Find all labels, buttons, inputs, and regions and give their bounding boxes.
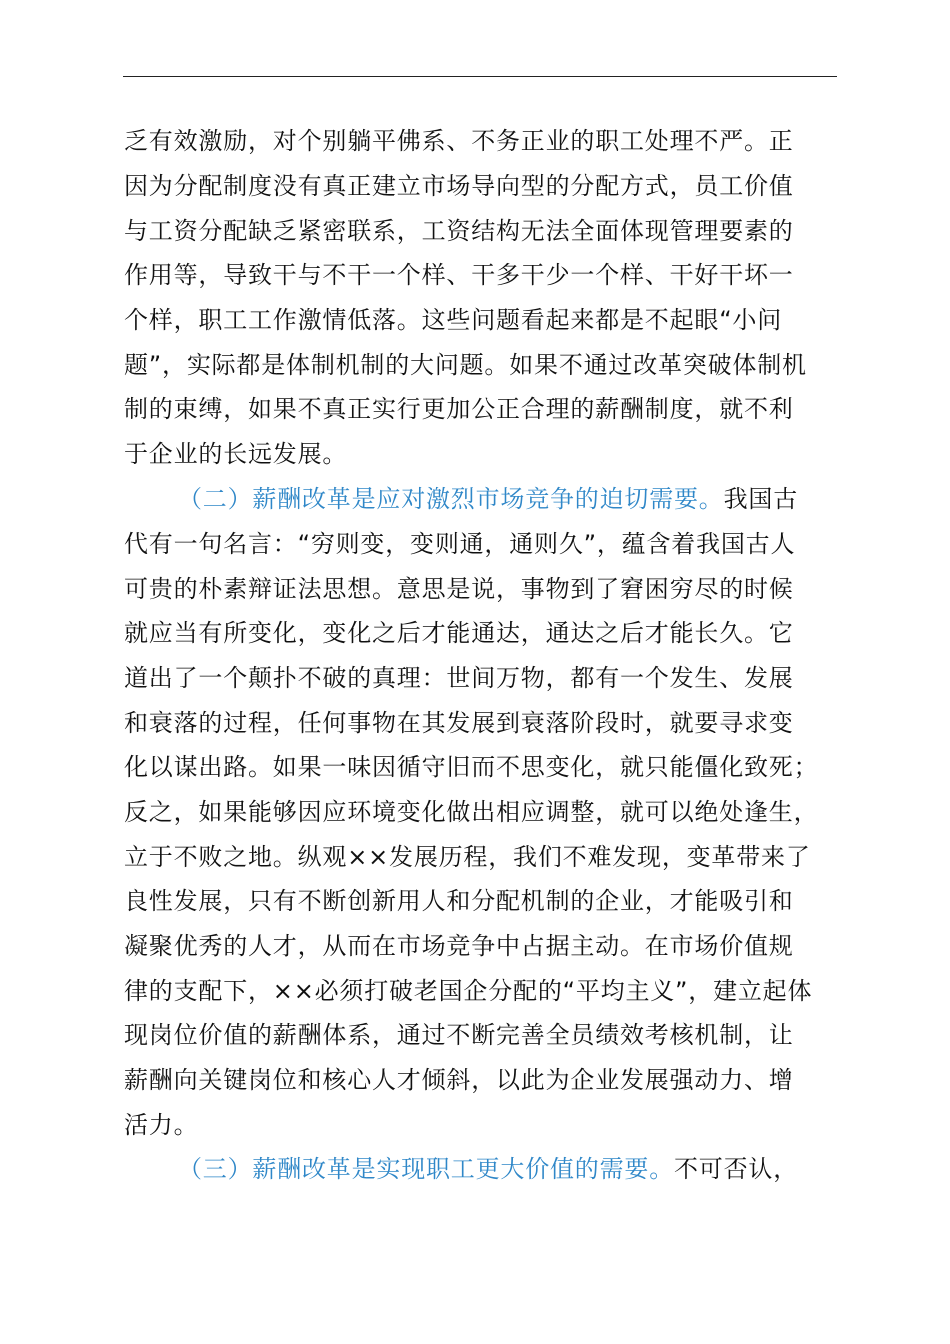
section-heading: （二）薪酬改革是应对激烈市场竞争的迫切需要。 [178,485,724,513]
text-line: 化以谋出路。如果一味因循守旧而不思变化，就只能僵化致死； [124,753,819,781]
text-line: 和衰落的过程，任何事物在其发展到衰落阶段时，就要寻求变 [124,709,794,737]
text-span: 不可否认， [674,1155,798,1183]
text-line: 个样，职工工作激情低落。这些问题看起来都是不起眼“小问 [124,306,783,334]
paragraph-first-line [178,484,844,514]
text-line: 道出了一个颠扑不破的真理：世间万物，都有一个发生、发展 [124,664,794,692]
text-line: 题”，实际都是体制机制的大问题。如果不通过改革突破体制机 [124,351,807,379]
text-line: 律的支配下，××必须打破老国企分配的“平均主义”，建立起体 [124,977,813,1005]
text-line: 反之，如果能够因应环境变化做出相应调整，就可以绝处逢生， [124,798,819,826]
text-line: 制的束缚，如果不真正实行更加公正合理的薪酬制度，就不利 [124,395,794,423]
text-line: 薪酬向关键岗位和核心人才倾斜，以此为企业发展强动力、增 [124,1066,794,1094]
section-heading: （三）薪酬改革是实现职工更大价值的需要。 [178,1155,674,1183]
text-line: 可贵的朴素辩证法思想。意思是说，事物到了窘困穷尽的时候 [124,575,794,603]
text-line: 代有一句名言：“穷则变，变则通，通则久”，蕴含着我国古人 [124,530,796,558]
text-line: 凝聚优秀的人才，从而在市场竞争中占据主动。在市场价值规 [124,932,794,960]
text-line: 与工资分配缺乏紧密联系，工资结构无法全面体现管理要素的 [124,217,794,245]
text-line: 现岗位价值的薪酬体系，通过不断完善全员绩效考核机制，让 [124,1021,794,1049]
text-span: 我国古 [723,485,799,513]
header-rule [123,76,837,77]
text-line: 活力。 [124,1111,199,1139]
text-line: 立于不败之地。纵观××发展历程，我们不难发现，变革带来了 [124,843,811,871]
text-line: 就应当有所变化，变化之后才能通达，通达之后才能长久。它 [124,619,794,647]
paragraph-first-line [178,1154,844,1184]
text-line: 因为分配制度没有真正建立市场导向型的分配方式，员工价值 [124,172,794,200]
text-line: 乏有效激励，对个别躺平佛系、不务正业的职工处理不严。正 [124,127,794,155]
text-line: 作用等，导致干与不干一个样、干多干少一个样、干好干坏一 [124,261,794,289]
text-line: 于企业的长远发展。 [124,440,348,468]
text-line: 良性发展，只有不断创新用人和分配机制的企业，才能吸引和 [124,887,794,915]
